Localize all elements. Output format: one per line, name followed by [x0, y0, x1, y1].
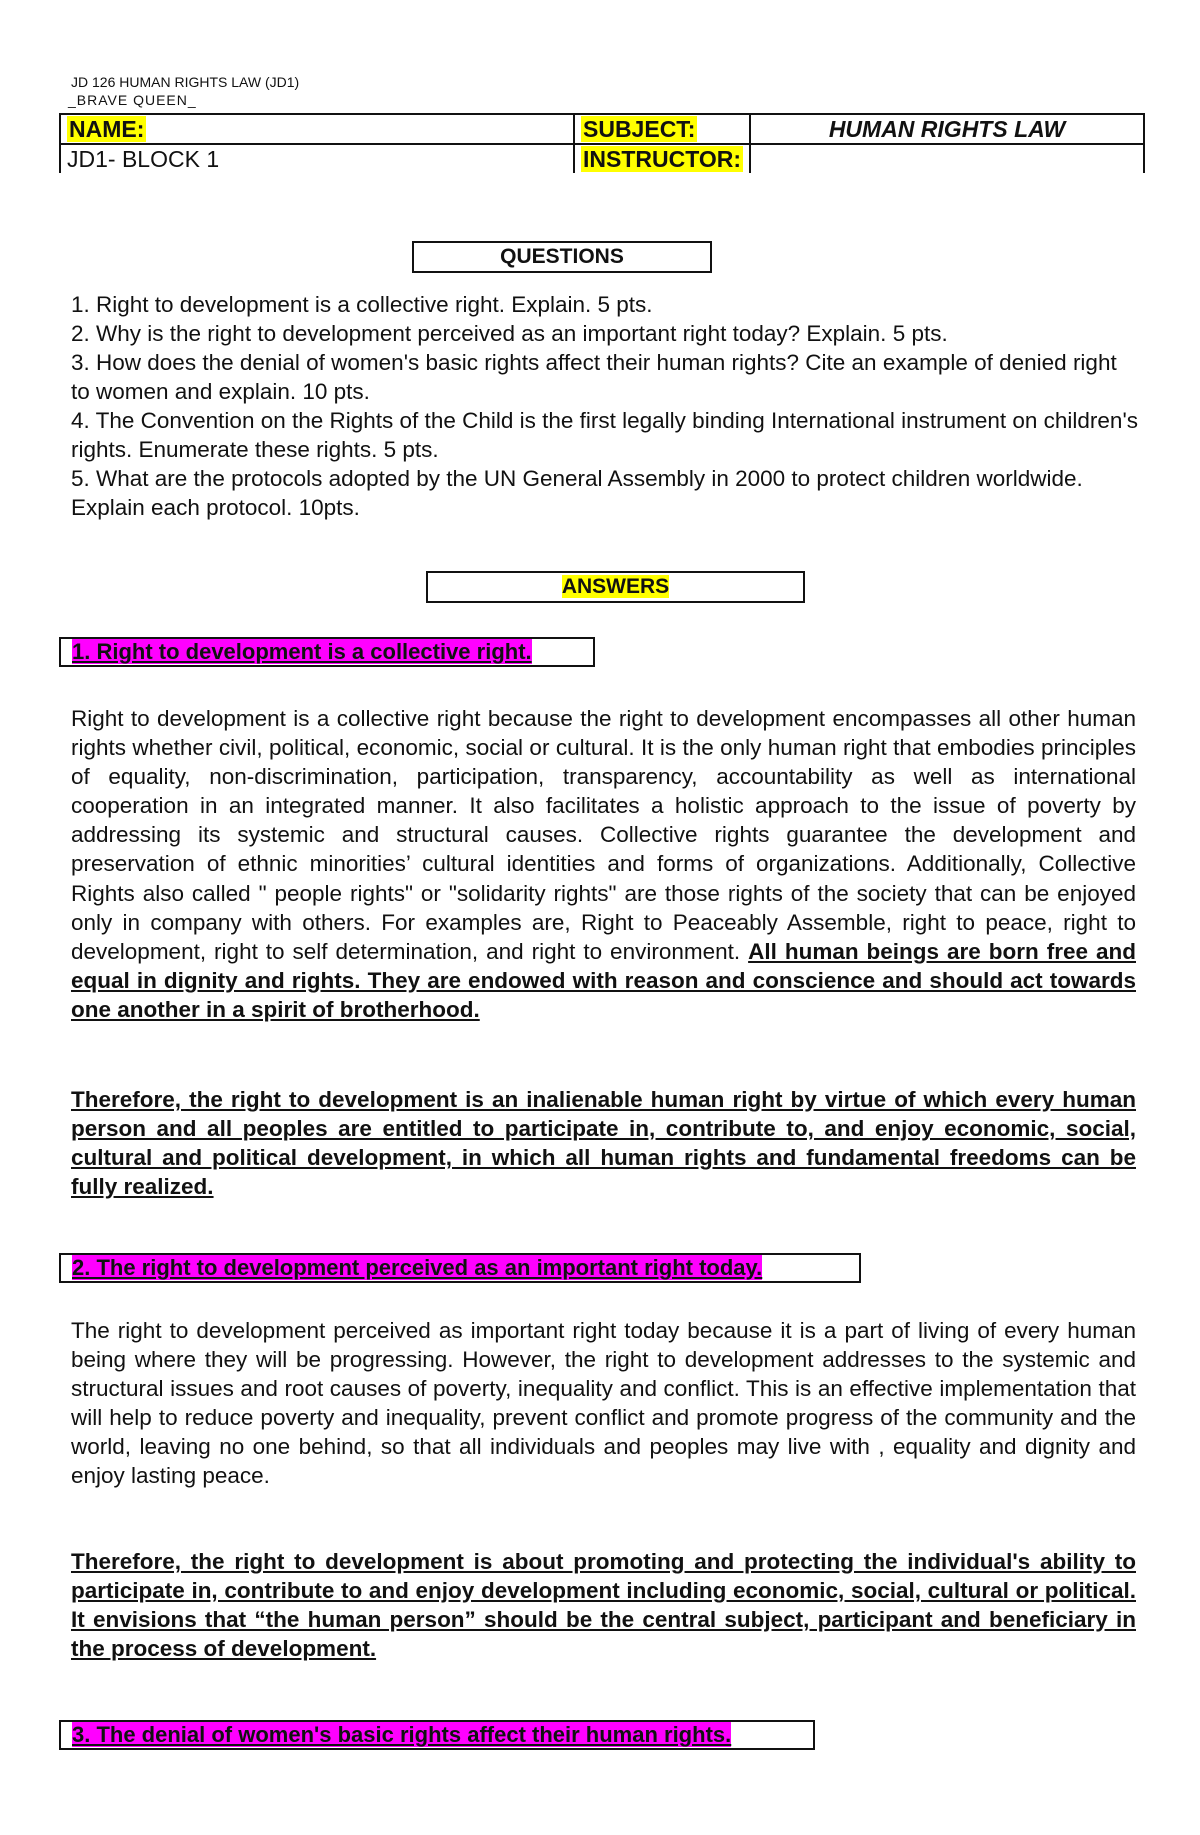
block-cell: [60, 144, 574, 173]
questions-list: [71, 290, 1141, 522]
subject-value: HUMAN RIGHTS LAW: [750, 114, 1144, 144]
answer-3-heading-text: 3. The denial of women's basic rights affect their human rights.: [72, 1722, 732, 1747]
answer-1-emphasis: All human beings are born free and equal in dignity and rights. They are endowed with reason and conscience and should act towards one another in a spirit of brotherhood.: [71, 938, 1136, 1022]
question-item: 1. Right to development is a collective right. Explain. 5 pts.: [71, 292, 653, 317]
name-cell: [60, 114, 574, 144]
instructor-label: INSTRUCTOR:: [583, 145, 742, 172]
answers-title: [426, 571, 805, 603]
answer-1-heading: [59, 637, 595, 667]
name-label: NAME:: [69, 115, 145, 142]
answers-title-text: ANSWERS: [561, 575, 670, 598]
header-table: [59, 113, 1145, 173]
course-code: JD 126 HUMAN RIGHTS LAW (JD1): [71, 74, 300, 90]
subject-label: SUBJECT:: [583, 115, 696, 142]
question-item: 5. What are the protocols adopted by the UN General Assembly in 2000 to protect children worldwide. Explain each protocol. 10pts.: [71, 466, 1083, 520]
subject-label-cell: [574, 114, 750, 144]
answer-2-heading-text: 2. The right to development perceived as an important right today.: [72, 1255, 763, 1280]
block-label: JD1- BLOCK 1: [67, 145, 220, 172]
questions-title: QUESTIONS: [412, 241, 712, 273]
answer-1-body: [71, 704, 1136, 1024]
answer-2-conclusion: Therefore, the right to development is about promoting and protecting the individual's ability to participate in, contribute to and enjoy development including economic, social, cultural or political. It envisions that “the human person” should be the central subject, participant and beneficiary in the process of development.: [71, 1549, 1136, 1662]
question-item: 2. Why is the right to development perceived as an important right today? Explain. 5 pts.: [71, 321, 948, 346]
question-item: 3. How does the denial of women's basic rights affect their human rights? Cite an example of denied right to women and explain. 10 pts.: [71, 350, 1117, 404]
question-item: 4. The Convention on the Rights of the Child is the first legally binding International instrument on children's rights. Enumerate these rights. 5 pts.: [71, 408, 1138, 462]
answer-3-heading: [59, 1720, 815, 1750]
answer-1-conclusion: Therefore, the right to development is an inalienable human right by virtue of which every human person and all peoples are entitled to participate in, contribute to, and enjoy economic, social, cultural and political development, in which all human rights and fundamental freedoms can be fully realized.: [71, 1087, 1136, 1200]
answer-1-heading-text: 1. Right to development is a collective right.: [72, 639, 532, 664]
instructor-label-cell: [574, 144, 750, 173]
instructor-value: [750, 144, 1144, 173]
author-name: _BRAVE QUEEN_: [68, 92, 197, 108]
answer-2-heading: [59, 1253, 861, 1283]
answer-1-body-text: Right to development is a collective right because the right to development encompasses all other human rights whether civil, political, economic, social or cultural. It is the only human right that embodies principles of equality, non-discrimination, participation, transparency, accountability as well as international cooperation in an integrated manner. It also facilitates a holistic approach to the issue of poverty by addressing its systemic and structural causes. Collective rights guarantee the development and preservation of ethnic minorities’ cultural identities and forms of organizations. Additionally, Collective Rights also called " people rights" or "solidarity rights" are those rights of the society that can be enjoyed only in company with others. For examples are, Right to Peaceably Assemble, right to peace, right to development, right to self determination, and right to environment.: [71, 706, 1136, 964]
answer-2-body: The right to development perceived as important right today because it is a part of living of every human being where they will be progressing. However, the right to development addresses to the systemic and structural issues and root causes of poverty, inequality and conflict. This is an effective implementation that will help to reduce poverty and inequality, prevent conflict and promote progress of the community and the world, leaving no one behind, so that all individuals and peoples may live with , equality and dignity and enjoy lasting peace.: [71, 1318, 1136, 1489]
